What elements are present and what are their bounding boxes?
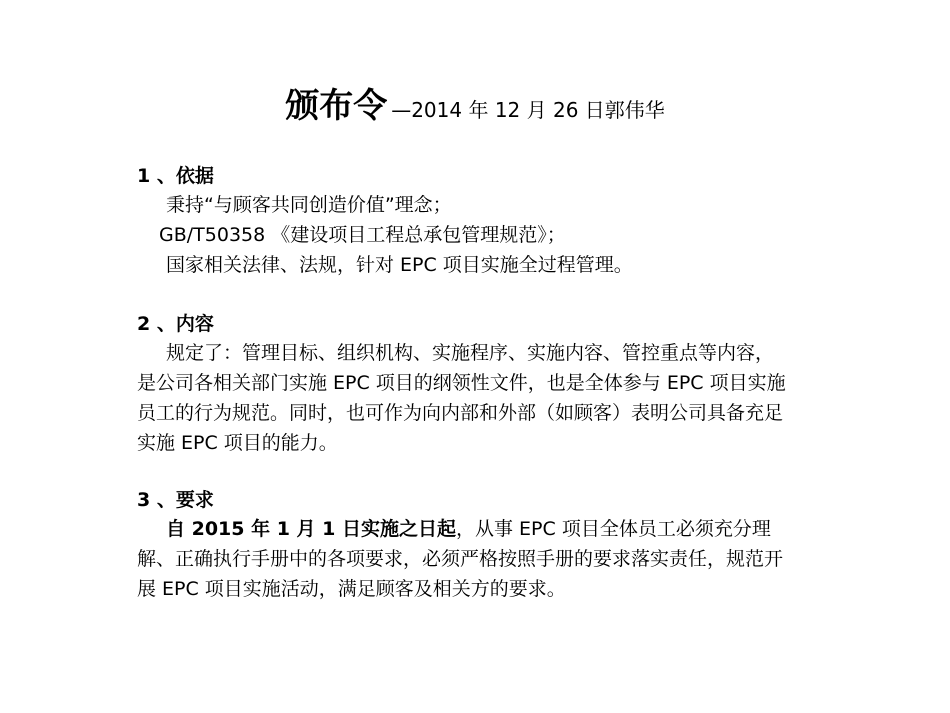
section-basis	[137, 162, 787, 280]
section-requirements	[137, 486, 787, 604]
document-body	[137, 162, 787, 604]
basis-line: 秉持“与顾客共同创造价值”理念；	[166, 194, 452, 216]
section-spacer	[137, 458, 787, 486]
basis-line: 国家相关法律、法规，针对 EPC 项目实施全过程管理。	[166, 254, 633, 276]
section-content	[137, 310, 787, 458]
section-heading: 1 、依据	[137, 165, 214, 187]
section-heading: 2 、内容	[137, 313, 214, 335]
requirements-text: ，从事 EPC 项目全体员工必须充分理解、正确执行手册中的各项要求，必须严格按照手册的要求落实责任，规范开展 EPC 项目实施活动，满足顾客及相关方的要求。	[137, 518, 784, 600]
title-subtitle: —2014 年 12 月 26 日郭伟华	[391, 98, 665, 122]
content-paragraph: 规定了：管理目标、组织机构、实施程序、实施内容、管控重点等内容，是公司各相关部门实施 EPC 项目的纲领性文件，也是全体参与 EPC 项目实施员工的行为规范。同时，也可作为向内部和外部（如顾客）表明公司具备充足实施 EPC 项目的能力。	[137, 342, 786, 454]
effective-date-text: 自 2015 年 1 月 1 日实施之日起	[166, 518, 457, 540]
section-spacer	[137, 280, 787, 310]
requirements-paragraph	[137, 514, 787, 604]
document-title	[0, 78, 950, 127]
section-heading: 3 、要求	[137, 489, 214, 511]
basis-line: GB/T50358 《建设项目工程总承包管理规范》；	[159, 224, 566, 246]
title-main: 颁布令	[285, 86, 388, 126]
